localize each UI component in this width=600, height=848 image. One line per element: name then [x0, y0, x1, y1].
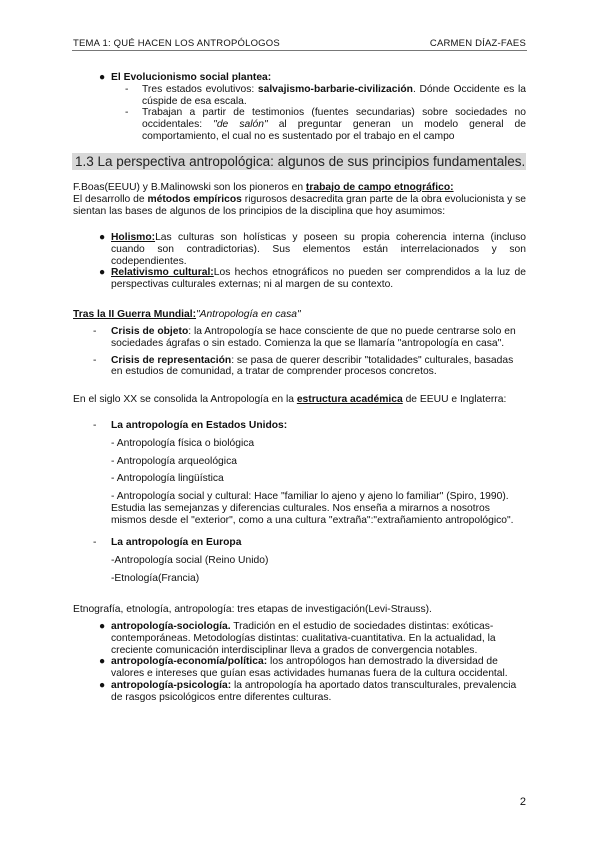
etapa-psicologia: ● antropología-psicología: la antropología ha aportado datos transculturales, prevalencia de rasgos psicológicos entre diferentes culturas.: [99, 679, 517, 703]
etapa-economia: ● antropología-economía/política: los antropólogos han demostrado la diversidad de valores e intereses que guían esas actividades humanas fuera de la cultura occidental.: [99, 656, 508, 680]
europa-item-social: -Antropología social (Reino Unido): [111, 554, 269, 566]
crisis-representacion: - Crisis de representación: se pasa de querer describir "totalidades" culturales, basadas en estudios de comunidad, a tratar de comprender procesos concretos.: [93, 354, 514, 378]
etapas-list: [93, 621, 526, 704]
eeuu-item-fisica: - Antropología física o biológica: [111, 437, 255, 449]
crisis-objeto: - Crisis de objeto: la Antropología se hace consciente de que no puede centrarse solo en sociedades ágrafas o sin estado. Comienza la que se llamaría "antropología en casa".: [93, 326, 516, 349]
europa-heading: - La antropología en Europa: [93, 537, 242, 548]
evolucionismo-dash-1: - Tres estados evolutivos: salvajismo-barbarie-civilización. Dónde Occidente es la cúspide de esa escala.: [125, 83, 526, 107]
sigloxx-paragraph: En el siglo XX se consolida la Antropología en la estructura académica de EEUU e Inglaterra:: [73, 394, 507, 405]
header-left: TEMA 1: QUÉ HACEN LOS ANTROPÓLOGOS: [73, 38, 280, 49]
bullet-evolucionismo: [93, 72, 526, 84]
principio-holismo: ● Holismo:Las culturas son holísticas y poseen su propia coherencia interna (incluso cuando son contradictorias). Sus elementos están interrelacionados y son codependientes.: [99, 232, 526, 267]
evolucionismo-title: El Evolucionismo social plantea:: [111, 72, 272, 83]
eeuu-item-social: - Antropología social y cultural: Hace "familiar lo ajeno y ajeno lo familiar" (Spiro, 1990). Estudia las semejanzas y diferencias culturales. Nos enseña a mirarnos a nosotros mismos desde el "exterior", como a una cultura "extraña":"extrañamiento antropológico".: [111, 491, 514, 526]
intro-line-1: F.Boas(EEUU) y B.Malinowski son los pioneros en trabajo de campo etnográfico:: [73, 182, 454, 193]
evolucionismo-block: [93, 72, 526, 143]
eeuu-section: [93, 420, 526, 527]
principios-list: [93, 232, 526, 291]
bullet-dot: ●: [99, 72, 106, 83]
principio-relativismo: ● Relativismo cultural:Los hechos etnográficos no pueden ser comprendidos a la luz de perspectivas culturales externas; ni al margen de su contexto.: [99, 267, 526, 291]
europa-section: [93, 537, 526, 584]
guerra-list: [93, 326, 526, 378]
intro-block: [73, 182, 526, 217]
section-title: 1.3 La perspectiva antropológica: algunos de sus principios fundamentales.: [75, 154, 526, 169]
etapas-intro: Etnografía, etnología, antropología: tres etapas de investigación(Levi-Strauss).: [73, 604, 432, 615]
europa-item-etnologia: -Etnología(Francia): [111, 572, 200, 584]
eeuu-item-arqueologica: - Antropología arqueológica: [111, 455, 237, 467]
header-right: CARMEN DÍAZ-FAES: [429, 38, 526, 49]
intro-paragraph: El desarrollo de métodos empíricos rigurosos desacredita gran parte de la obra evolucionista y se sientan las bases de algunos de los principios de la disciplina que hoy asumimos:: [73, 193, 526, 217]
header-rule: [72, 50, 527, 51]
evolucionismo-dash-2: - Trabajan a partir de testimonios (fuentes secundarias) sobre sociedades no occidentales: "de salón" al preguntar generan un modelo general de comportamiento, el cual no es sustentado por el trabajo en el campo: [125, 107, 526, 142]
guerra-heading: Tras la II Guerra Mundial:"Antropología en casa": [73, 309, 301, 320]
eeuu-heading: - La antropología en Estados Unidos:: [93, 420, 288, 431]
etapa-sociologia: ● antropología-sociología. Tradición en el estudio de sociedades distintas: exóticas-contemporáneas. Metodologías distintas: cualitativa-cuantitativa. En la actualidad, la creciente comunicación interdisciplinar lleva a grados de convergencia notables.: [99, 621, 496, 656]
page-number: 2: [519, 796, 526, 808]
eeuu-item-linguistica: - Antropología lingüística: [111, 473, 224, 485]
